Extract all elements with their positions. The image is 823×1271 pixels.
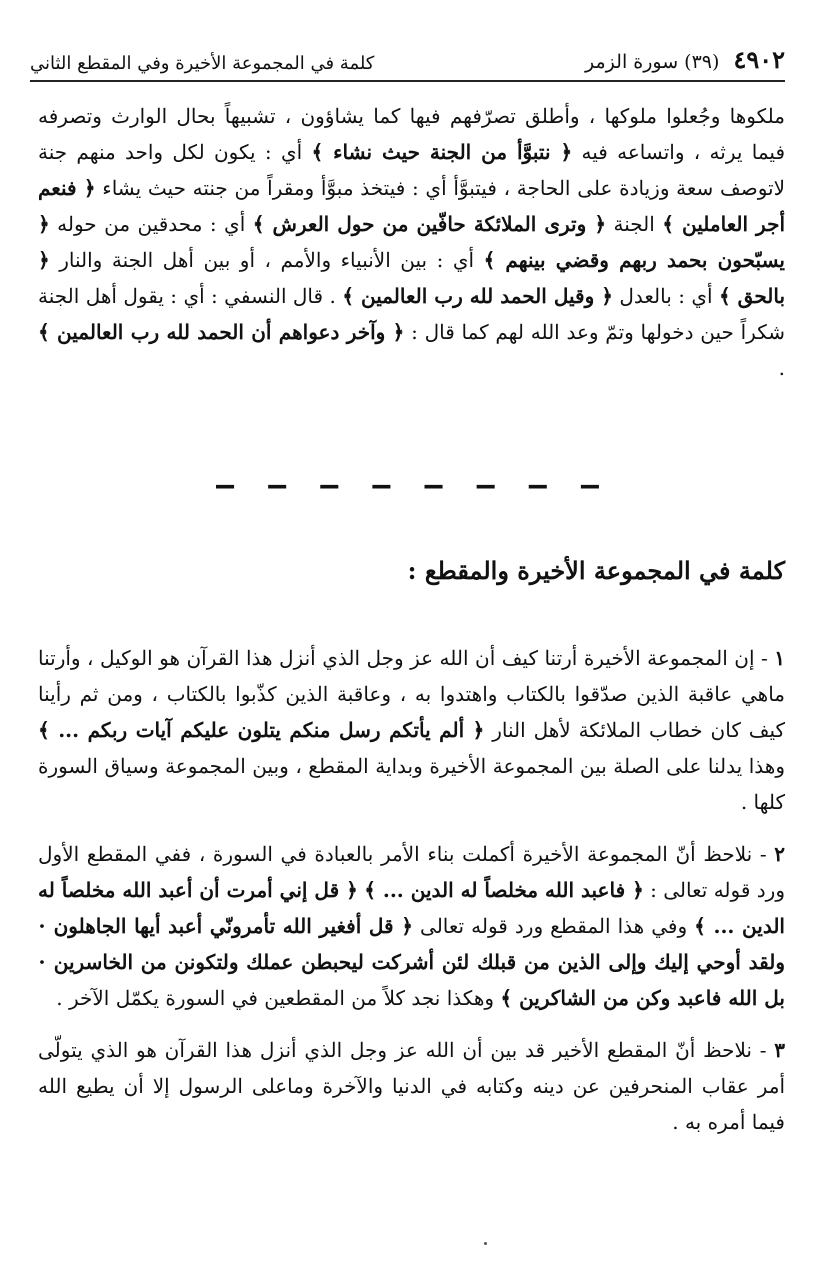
text-run: وهذا يدلنا على الصلة بين المجموعة الأخيرة وبداية المقطع ، وبين المجموعة وسياق السورة كلها . bbox=[38, 754, 785, 814]
text-run: الجنة bbox=[606, 212, 663, 236]
text-run: أي : يكون لكل واحد منهم جنة لاتوصف سعة وزيادة على الحاجة ، فيتبوَّأ أي : فيتخذ مبوَّأ ومقراً من جنته حيث يشاء bbox=[38, 140, 785, 200]
quran-quote: ﴿ يسبّحون بحمد ربهم وقضي بينهم ﴾ bbox=[38, 212, 785, 272]
quran-quote: ﴿ فنعم أجر العاملين ﴾ bbox=[38, 176, 785, 236]
text-run: ملكوها وجُعلوا ملوكها ، وأطلق تصرّفهم فيها كما يشاؤون ، تشبيهاً بحال الوارث وتصرفه فيما يرثه ، واتساعه فيه bbox=[38, 104, 786, 164]
paragraph bbox=[38, 98, 785, 386]
text-run: وفي هذا المقطع ورد قوله تعالى bbox=[412, 914, 695, 938]
quran-quote: ﴿ بالحق ﴾ bbox=[38, 248, 786, 308]
numbered-paragraph-1 bbox=[38, 640, 785, 820]
text-run: أي : بين الأنبياء والأمم ، أو بين أهل الجنة والنار bbox=[49, 248, 484, 272]
section-heading: كلمة في المجموعة الأخيرة والمقطع : bbox=[407, 556, 785, 585]
section-running-title: كلمة في المجموعة الأخيرة وفي المقطع الثاني bbox=[30, 53, 375, 74]
quran-quote: ﴿ وترى الملائكة حافّين من حول العرش ﴾ bbox=[252, 212, 607, 236]
quran-quote: ﴿ وآخر دعواهم أن الحمد لله رب العالمين ﴾ bbox=[38, 320, 405, 344]
quran-quote: ﴿ ألم يأتكم رسل منكم يتلون عليكم آيات ربكم ... ﴾ bbox=[38, 718, 485, 742]
text-run: - نلاحظ أنّ المقطع الأخير قد بين أن الله عز وجل الذي أنزل هذا القرآن هو الذي يتولّى أمر عقاب المنحرفين عن دينه وكتابه في الدنيا والآخرة وماعلى الرسول إلا أن يطيع الله فيما أمره به . bbox=[38, 1038, 785, 1134]
numbered-paragraph-3 bbox=[38, 1032, 785, 1140]
header-right-group bbox=[585, 45, 785, 74]
page-dot bbox=[484, 1242, 487, 1245]
text-run: . قال النسفي : أي : يقول أهل الجنة شكراً حين دخولها وتمّ وعد الله لهم كما قال : bbox=[38, 284, 785, 344]
surah-label: (٣٩) سورة الزمر bbox=[585, 51, 720, 73]
section-body bbox=[38, 640, 785, 1140]
dash-separator: — — — — — — — — bbox=[216, 468, 607, 503]
quran-quote: ﴿ وقيل الحمد لله رب العالمين ﴾ bbox=[342, 284, 613, 308]
text-run: - إن المجموعة الأخيرة أرتنا كيف أن الله عز وجل الذي أنزل هذا القرآن هو الوكيل ، وأرتنا ماهي عاقبة الذين صدّقوا بالكتاب واهتدوا به ، وعاقبة الذين كذّبوا بالكتاب ، ومن ثم رأينا كيف كان خطاب الملائكة لأهل النار bbox=[38, 646, 785, 742]
paragraph-number: ١ bbox=[774, 646, 785, 670]
quran-quote: ﴿ قل أفغير الله تأمرونّي أعبد أيها الجاهلون ⋅ ولقد أوحي إليك وإلى الذين من قبلك لئن أشركت ليحبطن عملك ولتكونن من الخاسرين ⋅ بل الله فاعبد وكن من الشاكرين ﴾ bbox=[38, 914, 785, 1010]
continued-commentary bbox=[38, 98, 785, 386]
paragraph-number: ٢ bbox=[774, 842, 785, 866]
quran-quote: ﴿ فاعبد الله مخلصاً له الدين ... ﴾ bbox=[364, 878, 644, 902]
text-run: أي : بالعدل bbox=[612, 284, 719, 308]
text-run: أي : محدقين من حوله bbox=[49, 212, 253, 236]
text-run: - نلاحظ أنّ المجموعة الأخيرة أكملت بناء الأمر بالعبادة في السورة ، ففي المقطع الأول ورد قوله تعالى : bbox=[38, 842, 785, 902]
running-header bbox=[30, 46, 785, 82]
quran-quote: ﴿ نتبوَّأ من الجنة حيث نشاء ﴾ bbox=[311, 140, 573, 164]
text-run: وهكذا نجد كلاً من المقطعين في السورة يكمّل الآخر . bbox=[56, 986, 501, 1010]
text-run: . bbox=[778, 356, 785, 380]
page-number: ٤٩٠٢ bbox=[733, 45, 785, 74]
quran-quote: ﴿ قل إني أمرت أن أعبد الله مخلصاً له الدين ... ﴾ bbox=[38, 878, 785, 938]
numbered-paragraph-2 bbox=[38, 836, 785, 1016]
paragraph-number: ٣ bbox=[774, 1038, 785, 1062]
